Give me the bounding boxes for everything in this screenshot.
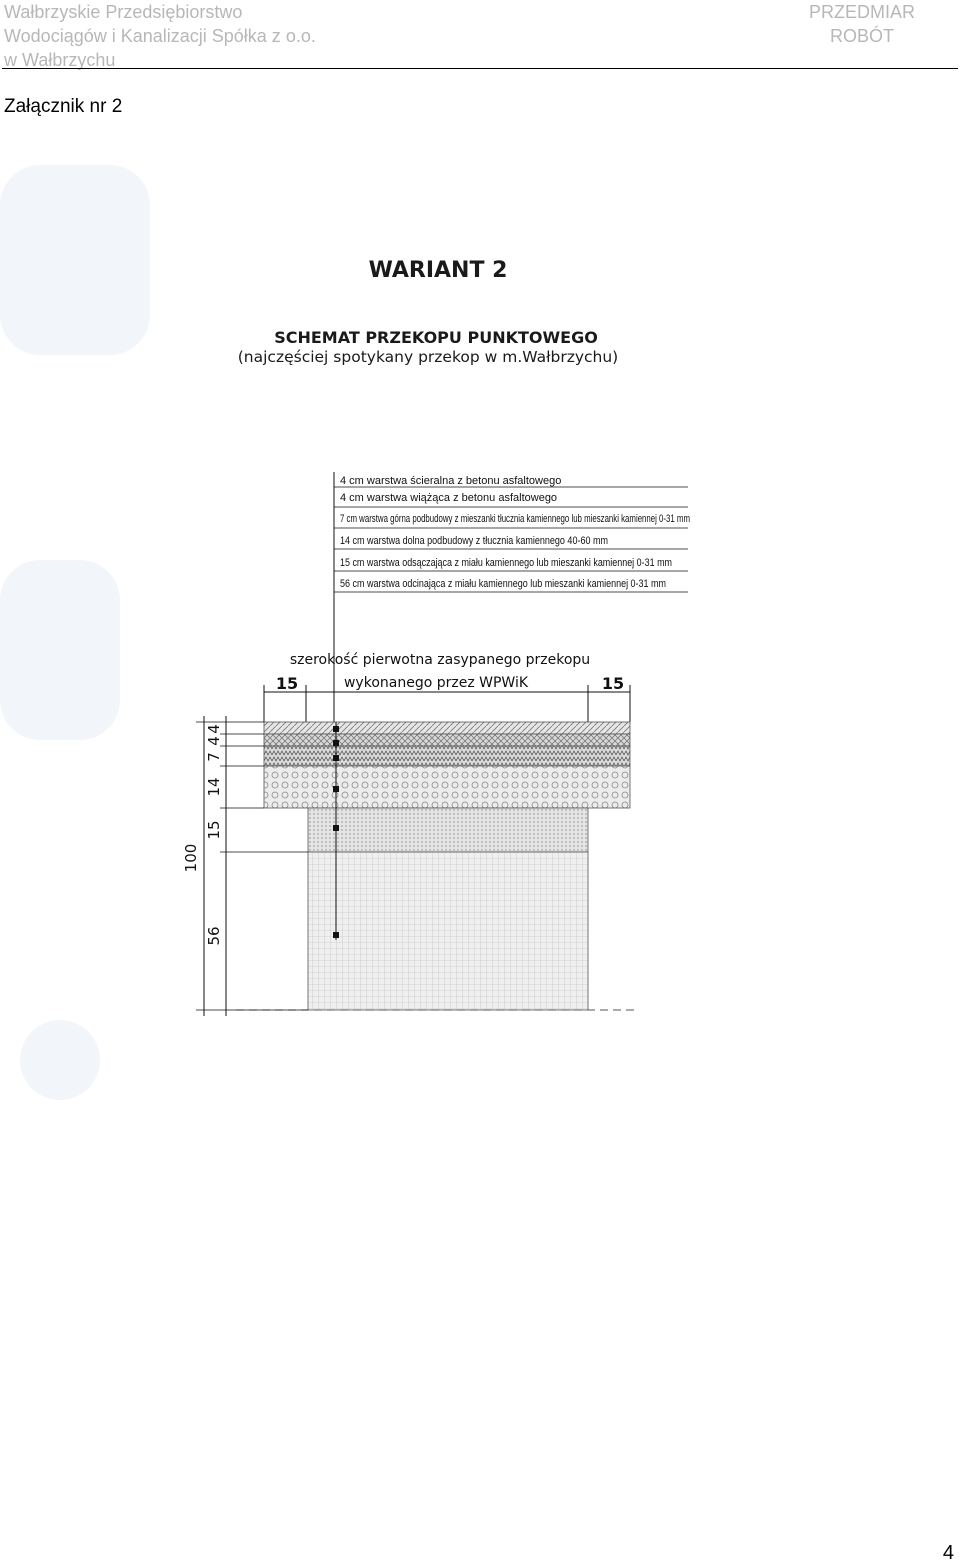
- layer-description: 4 cm warstwa ścieralna z betonu asfaltowego: [340, 475, 562, 487]
- total-depth-label: 100: [182, 843, 200, 873]
- header-doc-line1: PRZEDMIAR: [808, 2, 915, 22]
- layer-description: 56 cm warstwa odcinająca z miału kamiennego lub mieszanki kamiennej 0-31 mm: [340, 578, 666, 590]
- lower-base-layer: [264, 766, 630, 808]
- offset-right-label: 15: [601, 674, 625, 693]
- depth-label: 4: [205, 724, 223, 734]
- header-company-line1: Wałbrzyskie Przedsiębiorstwo: [4, 2, 243, 22]
- depth-label: 15: [205, 820, 223, 840]
- layer-description: 7 cm warstwa górna podbudowy z mieszanki tłucznia kamiennego lub mieszanki kamiennej 0-31 mm: [340, 513, 690, 525]
- width-label-note: wykonanego przez WPWiK: [343, 675, 529, 691]
- header-doc-line2: ROBÓT: [829, 26, 894, 46]
- leader-marker: [333, 726, 339, 732]
- depth-label: 4: [205, 736, 223, 746]
- leader-marker: [333, 755, 339, 761]
- page-number: 4: [942, 1542, 954, 1564]
- capping-layer: [308, 852, 588, 1010]
- drainage-layer: [308, 808, 588, 852]
- layer-description: 15 cm warstwa odsączająca z miału kamiennego lub mieszanki kamiennej 0-31 mm: [340, 557, 672, 569]
- header-company-line3: w Wałbrzychu: [4, 50, 116, 70]
- leader-marker: [333, 932, 339, 938]
- width-label: szerokość pierwotna zasypanego przekopu: [289, 652, 591, 668]
- drawing-subtitle: SCHEMAT PRZEKOPU PUNKTOWEGO: [274, 328, 598, 347]
- depth-label: 14: [205, 777, 223, 797]
- depth-label: 7: [205, 752, 223, 762]
- trench-cross-section: [236, 722, 634, 1010]
- header-company-line2: Wodociągów i Kanalizacji Spółka z o.o.: [4, 26, 316, 46]
- leader-marker: [333, 825, 339, 831]
- layer-description: 14 cm warstwa dolna podbudowy z tłucznia kamiennego 40-60 mm: [340, 535, 608, 547]
- upper-base-layer: [264, 746, 630, 766]
- leader-marker: [333, 740, 339, 746]
- leader-marker: [333, 786, 339, 792]
- layer-description: 4 cm warstwa wiążąca z betonu asfaltowego: [340, 492, 558, 504]
- binder-course-layer: [264, 734, 630, 746]
- attachment-label: Załącznik nr 2: [4, 96, 123, 117]
- depth-label: 56: [205, 926, 223, 946]
- layer-description-list: [334, 475, 690, 592]
- offset-left-label: 15: [275, 674, 299, 693]
- drawing-subtitle-note: (najczęściej spotykany przekop w m.Wałbrzychu): [237, 348, 619, 366]
- drawing-title: WARIANT 2: [368, 258, 508, 283]
- wearing-course-layer: [264, 722, 630, 734]
